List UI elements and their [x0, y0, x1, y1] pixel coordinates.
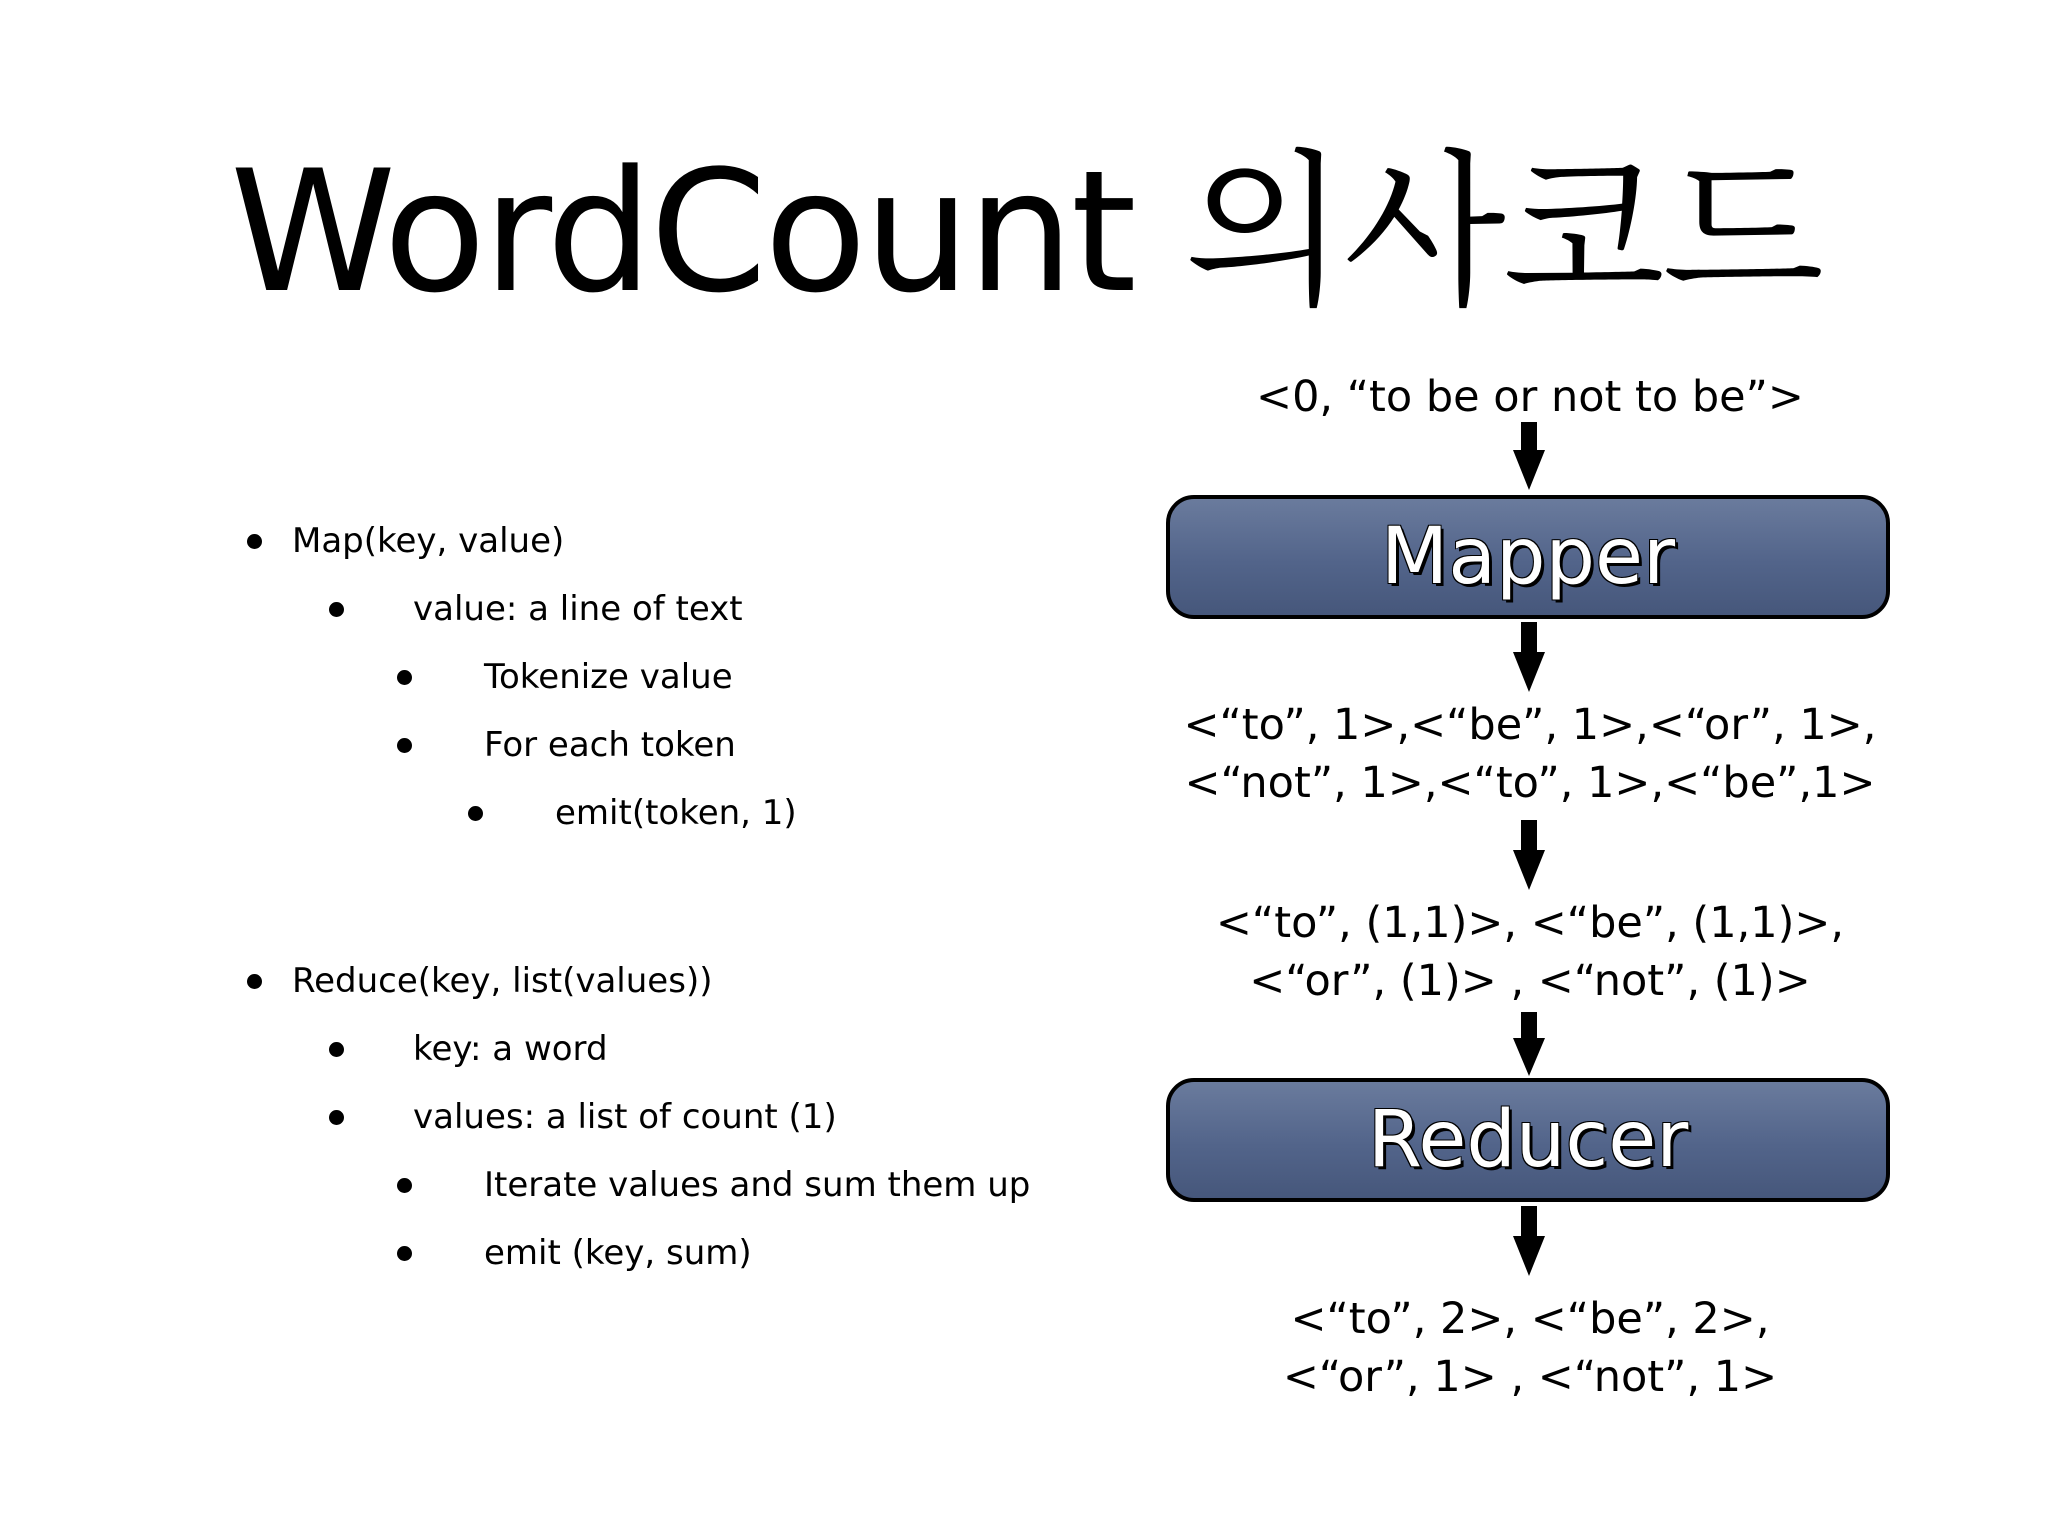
bullet-dot — [247, 974, 262, 989]
mapper-box — [1166, 495, 1890, 619]
slide-title: WordCount 의사코드 — [230, 134, 1822, 330]
final-output-line-1: <“to”, 2>, <“be”, 2>, — [1290, 1294, 1770, 1344]
bullet-reduce: Reduce(key, list(values)) — [292, 961, 713, 1001]
reducer-label: Reducer — [1367, 1095, 1689, 1185]
flow-input: <0, “to be or not to be”> — [1256, 372, 1804, 422]
bullet-map-value: value: a line of text — [413, 589, 743, 629]
bullet-values: values: a list of count (1) — [413, 1097, 837, 1137]
bullet-dot — [329, 1042, 344, 1057]
bullet-dot — [247, 534, 262, 549]
bullet-tokenize: Tokenize value — [484, 657, 733, 697]
map-output-line-2: <“not”, 1>,<“to”, 1>,<“be”,1> — [1184, 758, 1876, 808]
bullet-dot — [397, 1178, 412, 1193]
down-arrow-icon — [1509, 1206, 1549, 1278]
bullet-dot — [468, 806, 483, 821]
grouped-line-2: <“or”, (1)> , <“not”, (1)> — [1249, 956, 1811, 1006]
grouped-line-1: <“to”, (1,1)>, <“be”, (1,1)>, — [1215, 898, 1845, 948]
reducer-box — [1166, 1078, 1890, 1202]
bullet-emit-sum: emit (key, sum) — [484, 1233, 752, 1273]
bullet-dot — [397, 670, 412, 685]
bullet-dot — [397, 1246, 412, 1261]
bullet-dot — [397, 738, 412, 753]
bullet-map: Map(key, value) — [292, 521, 565, 561]
down-arrow-icon — [1509, 422, 1549, 492]
bullet-emit-token: emit(token, 1) — [555, 793, 797, 833]
bullet-key: key: a word — [413, 1029, 608, 1069]
map-output-line-1: <“to”, 1>,<“be”, 1>,<“or”, 1>, — [1183, 700, 1877, 750]
bullet-dot — [329, 1110, 344, 1125]
bullet-for-each: For each token — [484, 725, 736, 765]
mapper-label: Mapper — [1380, 512, 1676, 602]
down-arrow-icon — [1509, 820, 1549, 892]
down-arrow-icon — [1509, 1012, 1549, 1078]
down-arrow-icon — [1509, 622, 1549, 694]
bullet-dot — [329, 602, 344, 617]
bullet-iterate: Iterate values and sum them up — [484, 1165, 1031, 1205]
final-output-line-2: <“or”, 1> , <“not”, 1> — [1282, 1352, 1778, 1402]
